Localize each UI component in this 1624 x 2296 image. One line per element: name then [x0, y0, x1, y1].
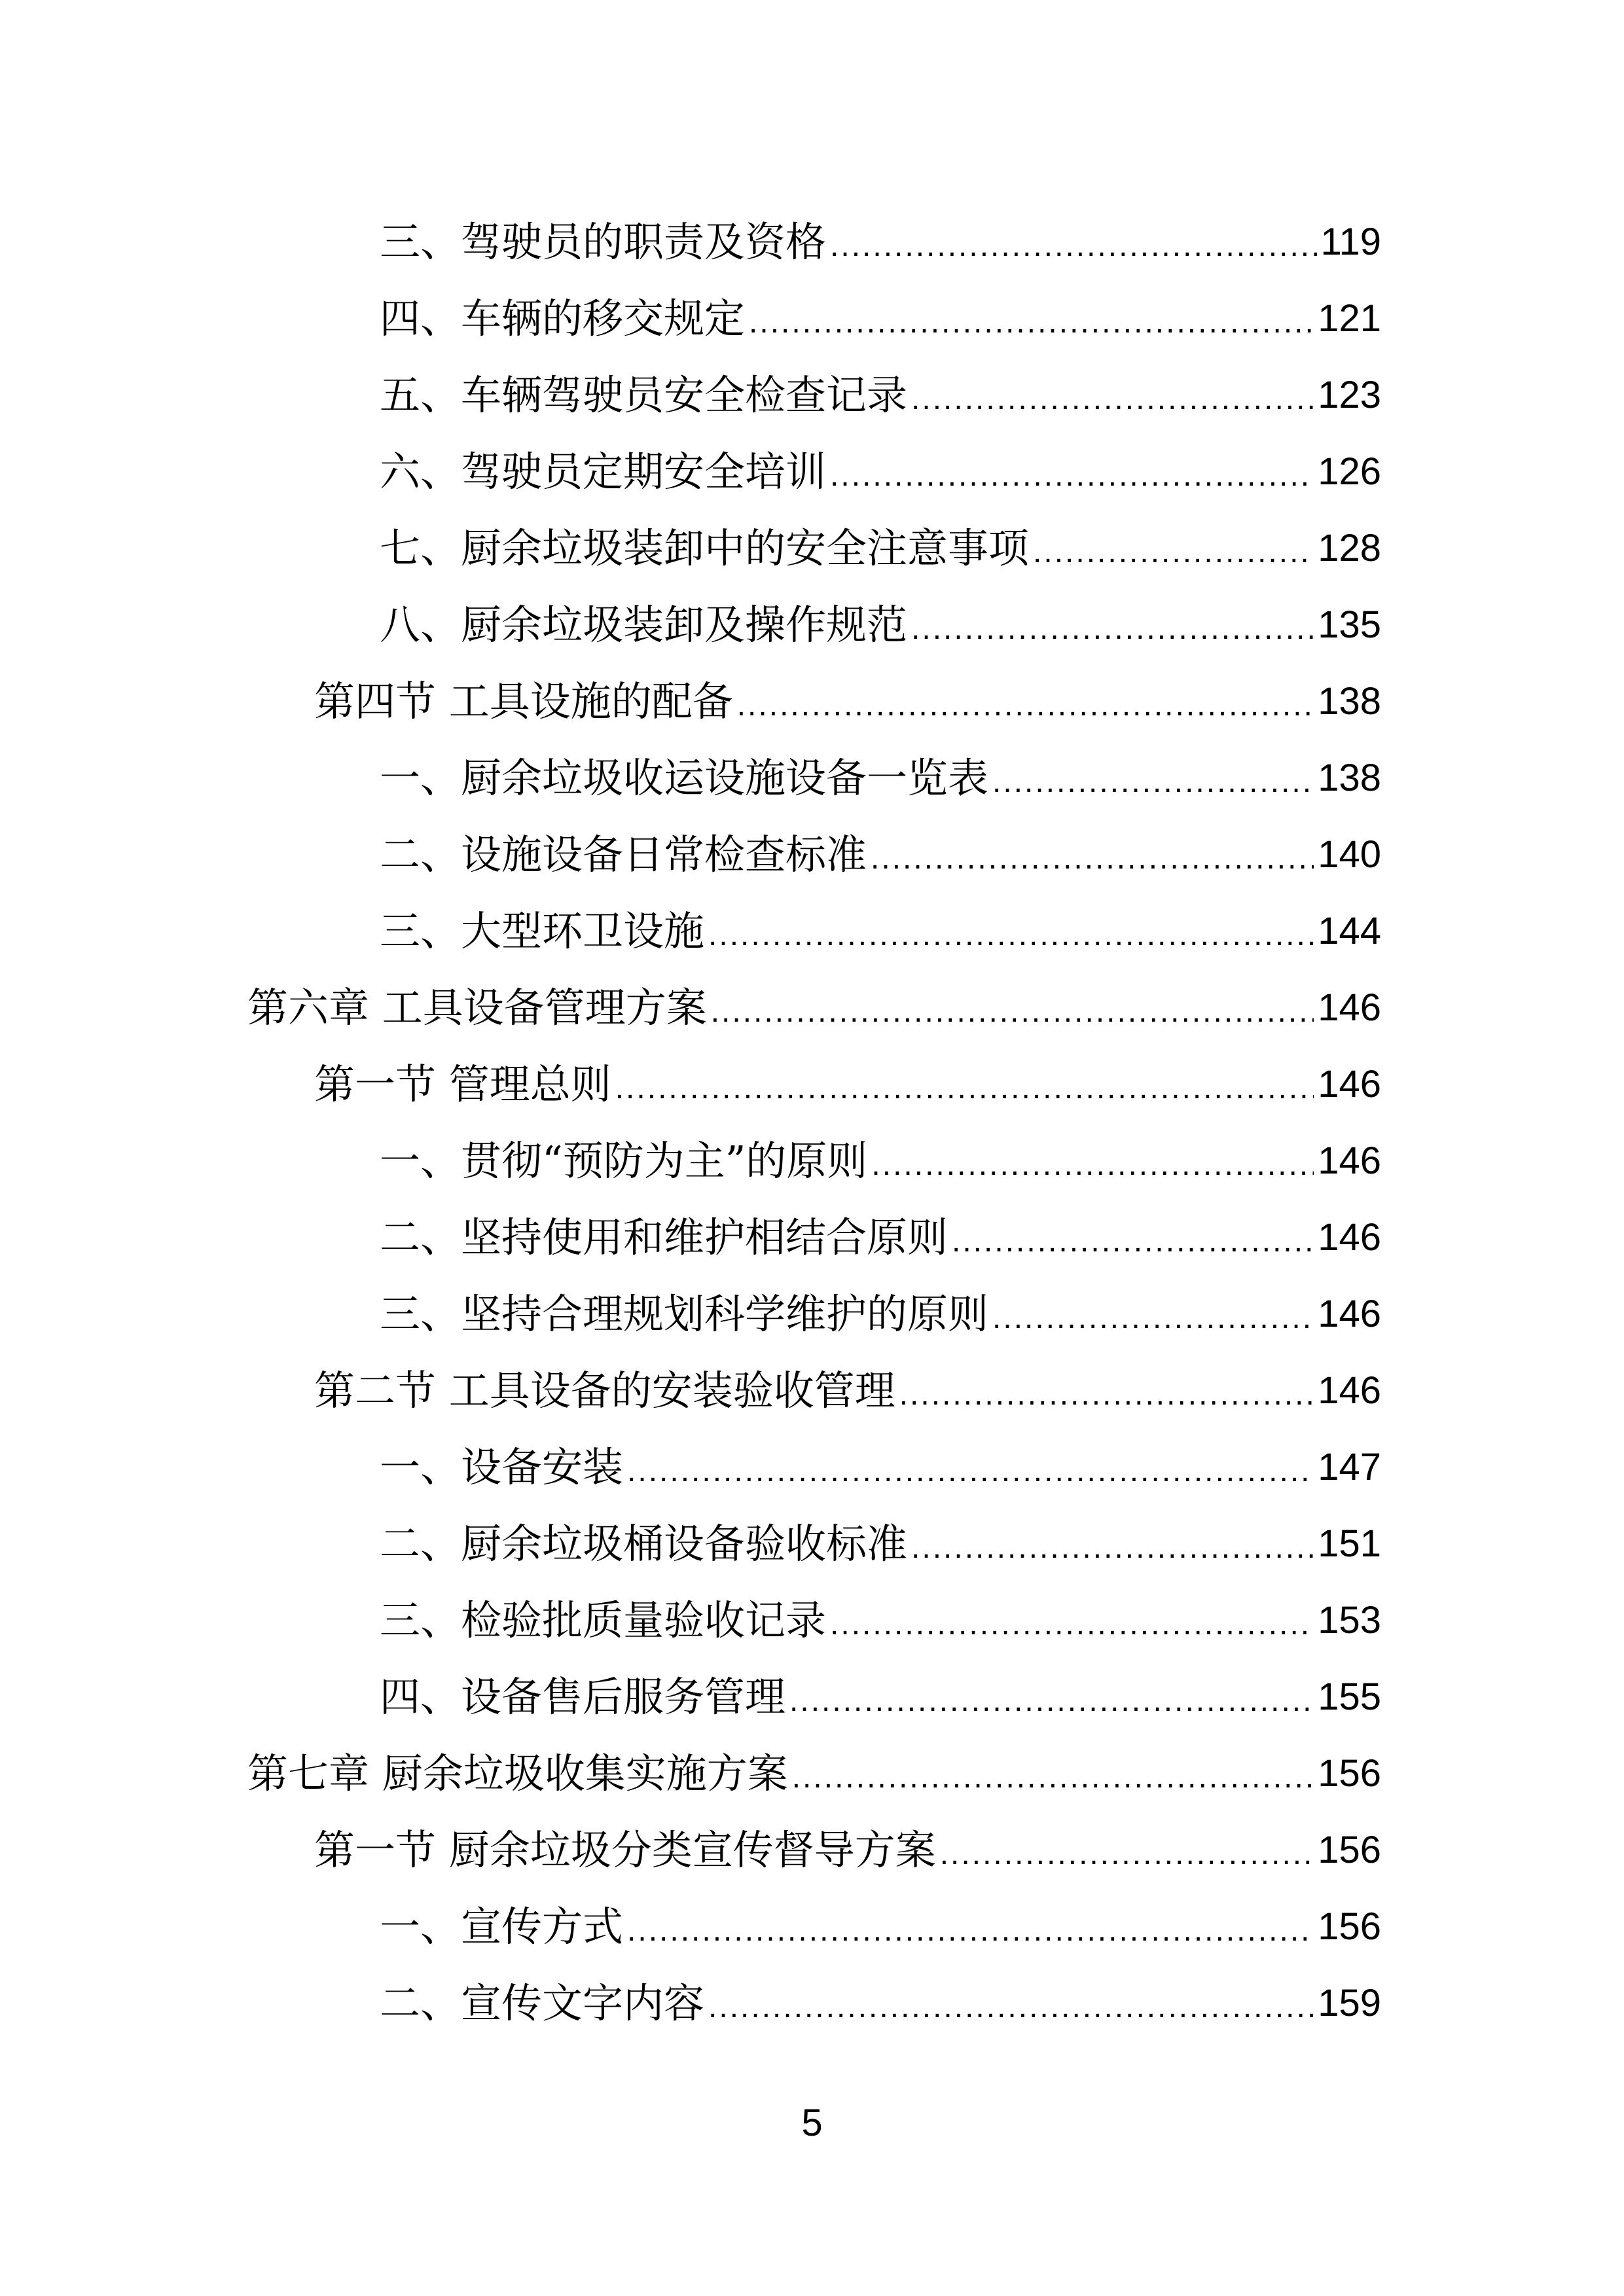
toc-dot-leader: [749, 286, 1314, 351]
toc-entry[interactable]: [380, 1894, 1381, 1960]
toc-dot-leader: [992, 745, 1314, 811]
toc-entry-title: 一、贯彻“预防为主”的原则: [380, 1137, 868, 1185]
toc-entry[interactable]: [247, 1741, 1381, 1806]
toc-entry[interactable]: [247, 975, 1381, 1041]
toc-entry-title: 二、宣传文字内容: [380, 1979, 705, 2027]
toc-entry-title: 四、车辆的移交规定: [380, 295, 746, 342]
toc-entry[interactable]: [380, 1588, 1381, 1653]
toc-entry-title: 七、厨余垃圾装卸中的安全注意事项: [380, 524, 1030, 572]
toc-entry-title: 一、设备安装: [380, 1443, 624, 1491]
toc-entry-page: 153: [1318, 1599, 1381, 1641]
toc-dot-leader: [830, 1588, 1314, 1653]
toc-entry-page: 126: [1318, 450, 1381, 493]
toc-dot-leader: [952, 1205, 1314, 1270]
toc-entry[interactable]: [380, 822, 1381, 888]
toc-dot-leader: [911, 1511, 1314, 1577]
toc-dot-leader: [792, 1741, 1314, 1806]
toc-entry-title: 四、设备售后服务管理: [380, 1673, 786, 1721]
toc-dot-leader: [615, 1052, 1314, 1117]
toc-entry-page: 146: [1318, 1063, 1381, 1105]
toc-entry-page: 140: [1318, 833, 1381, 876]
toc-entry-title: 三、检验批质量验收记录: [380, 1596, 827, 1644]
toc-entry[interactable]: [380, 745, 1381, 811]
toc-entry[interactable]: [380, 899, 1381, 964]
toc-entry-page: 144: [1318, 910, 1381, 952]
page-number: 5: [801, 2102, 823, 2144]
toc-entry-title: 二、厨余垃圾桶设备验收标准: [380, 1520, 908, 1568]
toc-dot-leader: [789, 1664, 1314, 1730]
toc-dot-leader: [830, 439, 1314, 505]
toc-entry-page: 135: [1318, 603, 1381, 646]
toc-dot-leader: [737, 669, 1314, 734]
toc-entry-page: 146: [1318, 1139, 1381, 1182]
toc-dot-leader: [940, 1818, 1314, 1883]
toc-entry-title: 第一节 厨余垃圾分类宣传督导方案: [314, 1826, 936, 1874]
toc-entry-page: 138: [1318, 757, 1381, 799]
toc-entry-title: 第六章 工具设备管理方案: [247, 984, 707, 1031]
toc-entry[interactable]: [314, 669, 1381, 734]
toc-entry-title: 三、驾驶员的职责及资格: [380, 218, 827, 266]
toc-entry-page: 138: [1318, 680, 1381, 723]
toc-entry-page: 156: [1318, 1752, 1381, 1795]
toc-entry-title: 五、车辆驾驶员安全检查记录: [380, 371, 908, 419]
toc-entry-title: 八、厨余垃圾装卸及操作规范: [380, 601, 908, 649]
toc-entry[interactable]: [380, 1435, 1381, 1500]
toc-dot-leader: [899, 1358, 1314, 1424]
toc-entry-title: 第二节 工具设备的安装验收管理: [314, 1367, 895, 1414]
toc-entry-page: 119: [1320, 221, 1381, 263]
toc-dot-leader: [871, 1128, 1314, 1194]
toc-entry-page: 151: [1318, 1522, 1381, 1565]
toc-entry-page: 146: [1318, 986, 1381, 1029]
toc-entry-page: 146: [1318, 1216, 1381, 1259]
toc-entry-page: 155: [1318, 1676, 1381, 1718]
toc-dot-leader: [711, 975, 1314, 1041]
toc-dot-leader: [992, 1282, 1314, 1347]
toc-entry-page: 128: [1318, 527, 1381, 569]
toc-dot-leader: [708, 1971, 1314, 2036]
toc-entry-title: 第一节 管理总则: [314, 1060, 611, 1108]
toc-entry-title: 二、设施设备日常检查标准: [380, 831, 867, 878]
toc-entry[interactable]: [380, 1282, 1381, 1347]
toc-dot-leader: [911, 592, 1314, 658]
toc-dot-leader: [627, 1435, 1314, 1500]
toc-entry-page: 156: [1318, 1829, 1381, 1871]
toc-entry[interactable]: [380, 363, 1381, 428]
toc-entry-title: 第四节 工具设施的配备: [314, 677, 733, 725]
toc-dot-leader: [627, 1894, 1314, 1960]
toc-entry[interactable]: [314, 1358, 1381, 1424]
toc-dot-leader: [911, 363, 1314, 428]
toc-dot-leader: [830, 209, 1317, 275]
toc-entry[interactable]: [380, 439, 1381, 505]
toc-entry-page: 123: [1318, 374, 1381, 416]
toc-entry[interactable]: [314, 1818, 1381, 1883]
toc-entry-title: 二、坚持使用和维护相结合原则: [380, 1213, 948, 1261]
toc-entry[interactable]: [380, 516, 1381, 581]
toc-entry-title: 一、宣传方式: [380, 1903, 624, 1950]
toc-dot-leader: [871, 822, 1314, 888]
toc-entry[interactable]: [380, 286, 1381, 351]
toc-dot-leader: [708, 899, 1314, 964]
toc-entry[interactable]: [380, 592, 1381, 658]
toc-entry[interactable]: [380, 1205, 1381, 1270]
toc-entry-title: 六、驾驶员定期安全培训: [380, 448, 827, 495]
toc-entry-page: 156: [1318, 1905, 1381, 1948]
toc-dot-leader: [1033, 516, 1314, 581]
toc-entry[interactable]: [380, 1971, 1381, 2036]
toc-entry[interactable]: [380, 209, 1381, 275]
toc-entry-page: 147: [1318, 1446, 1381, 1488]
toc-entry-title: 三、坚持合理规划科学维护的原则: [380, 1290, 989, 1338]
toc-entry[interactable]: [314, 1052, 1381, 1117]
toc-entry[interactable]: [380, 1664, 1381, 1730]
toc-entry-title: 第七章 厨余垃圾收集实施方案: [247, 1749, 788, 1797]
toc-entry-title: 三、大型环卫设施: [380, 907, 705, 955]
toc-entry-page: 159: [1318, 1982, 1381, 2024]
toc-entry[interactable]: [380, 1128, 1381, 1194]
toc-entry-title: 一、厨余垃圾收运设施设备一览表: [380, 754, 989, 802]
toc-entry-page: 146: [1318, 1369, 1381, 1412]
toc-entry-page: 146: [1318, 1293, 1381, 1335]
toc-entry-page: 121: [1318, 297, 1381, 340]
toc-entry[interactable]: [380, 1511, 1381, 1577]
